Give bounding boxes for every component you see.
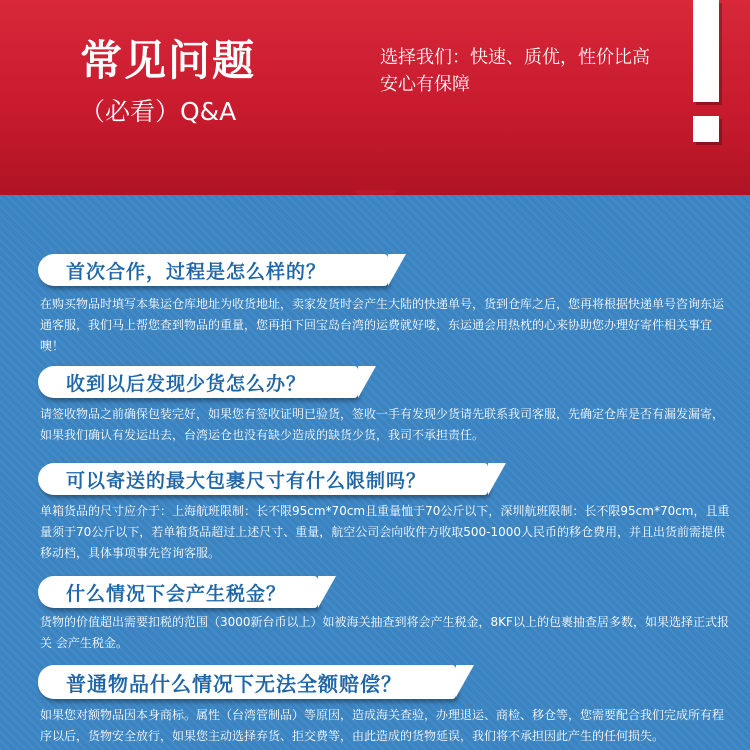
answer-text: 货物的价值超出需要扣税的范围（3000新台币以上）如被海关抽查到将会产生税金，8KF以上的包裹抽查居多数，如果选择正式报关 会产生税金。 (40, 615, 729, 650)
question-banner (38, 366, 358, 398)
question-text: 可以寄送的最大包裹尺寸有什么限制吗？ (66, 470, 427, 492)
page-title: 常见问题 (80, 36, 257, 85)
question-banner (38, 665, 456, 699)
header-banner (0, 0, 750, 195)
question-text: 首次合作，过程是怎么样的？ (66, 261, 327, 283)
slogan-line-2: 安心有保障 (380, 74, 470, 95)
question-text: 普通物品什么情况下无法全额赔偿？ (66, 672, 402, 696)
answer-text: 如果您对额物品因本身商标。属性（台湾管制品）等原因，造成海关查验，办理退运、商检、移仓等，您需要配合我们完成所有程序以后，货物安全放行，如果您主动选择弃货、拒交费等，由此造成的货物延误，我们将不承担因此产生的任何损失。 (40, 708, 725, 743)
question-text: 什么情况下会产生税金？ (66, 583, 287, 605)
answer-text: 单箱货品的尺寸应介于：上海航班限制：长不限95cm*70cm且重量恤于70公斤以下，深圳航班限制：长不限95cm*70cm，且重量须于70公斤以下，若单箱货品超过上述尺寸、重量，航空公司会向收件方收取500-1000人民币的移仓费用，并且出货前需提供移动档，具体事项事先咨询客服。 (40, 504, 730, 560)
question-banner (38, 463, 488, 495)
question-banner (38, 254, 388, 286)
slogan (380, 44, 700, 98)
slogan-line-1: 选择我们：快速、质优，性价比高 (380, 47, 650, 68)
answer-text: 在购买物品时填写本集运仓库地址为收货地址，卖家发货时会产生大陆的快递单号，货到仓库之后，您再将根据快递单号咨询东运通客服，我们马上帮您查到物品的重量，您再拍下回宝岛台湾的运费就好喽，东运通会用热枕的心来协助您办理好寄件相关事宜噢！ (40, 297, 725, 353)
question-text: 收到以后发现少货怎么办？ (66, 373, 307, 395)
question-banner (38, 576, 318, 608)
exclamation-icon (693, 0, 725, 150)
page-subtitle: （必看）Q&A (80, 97, 237, 126)
answer-text: 请签收物品之前确保包装完好，如果您有签收证明已验货，签收一手有发现少货请先联系我司客服，先确定仓库是否有漏发漏寄，如果我们确认有发运出去，台湾运仓也没有缺少造成的缺货少货，我司不承担责任。 (40, 407, 725, 442)
